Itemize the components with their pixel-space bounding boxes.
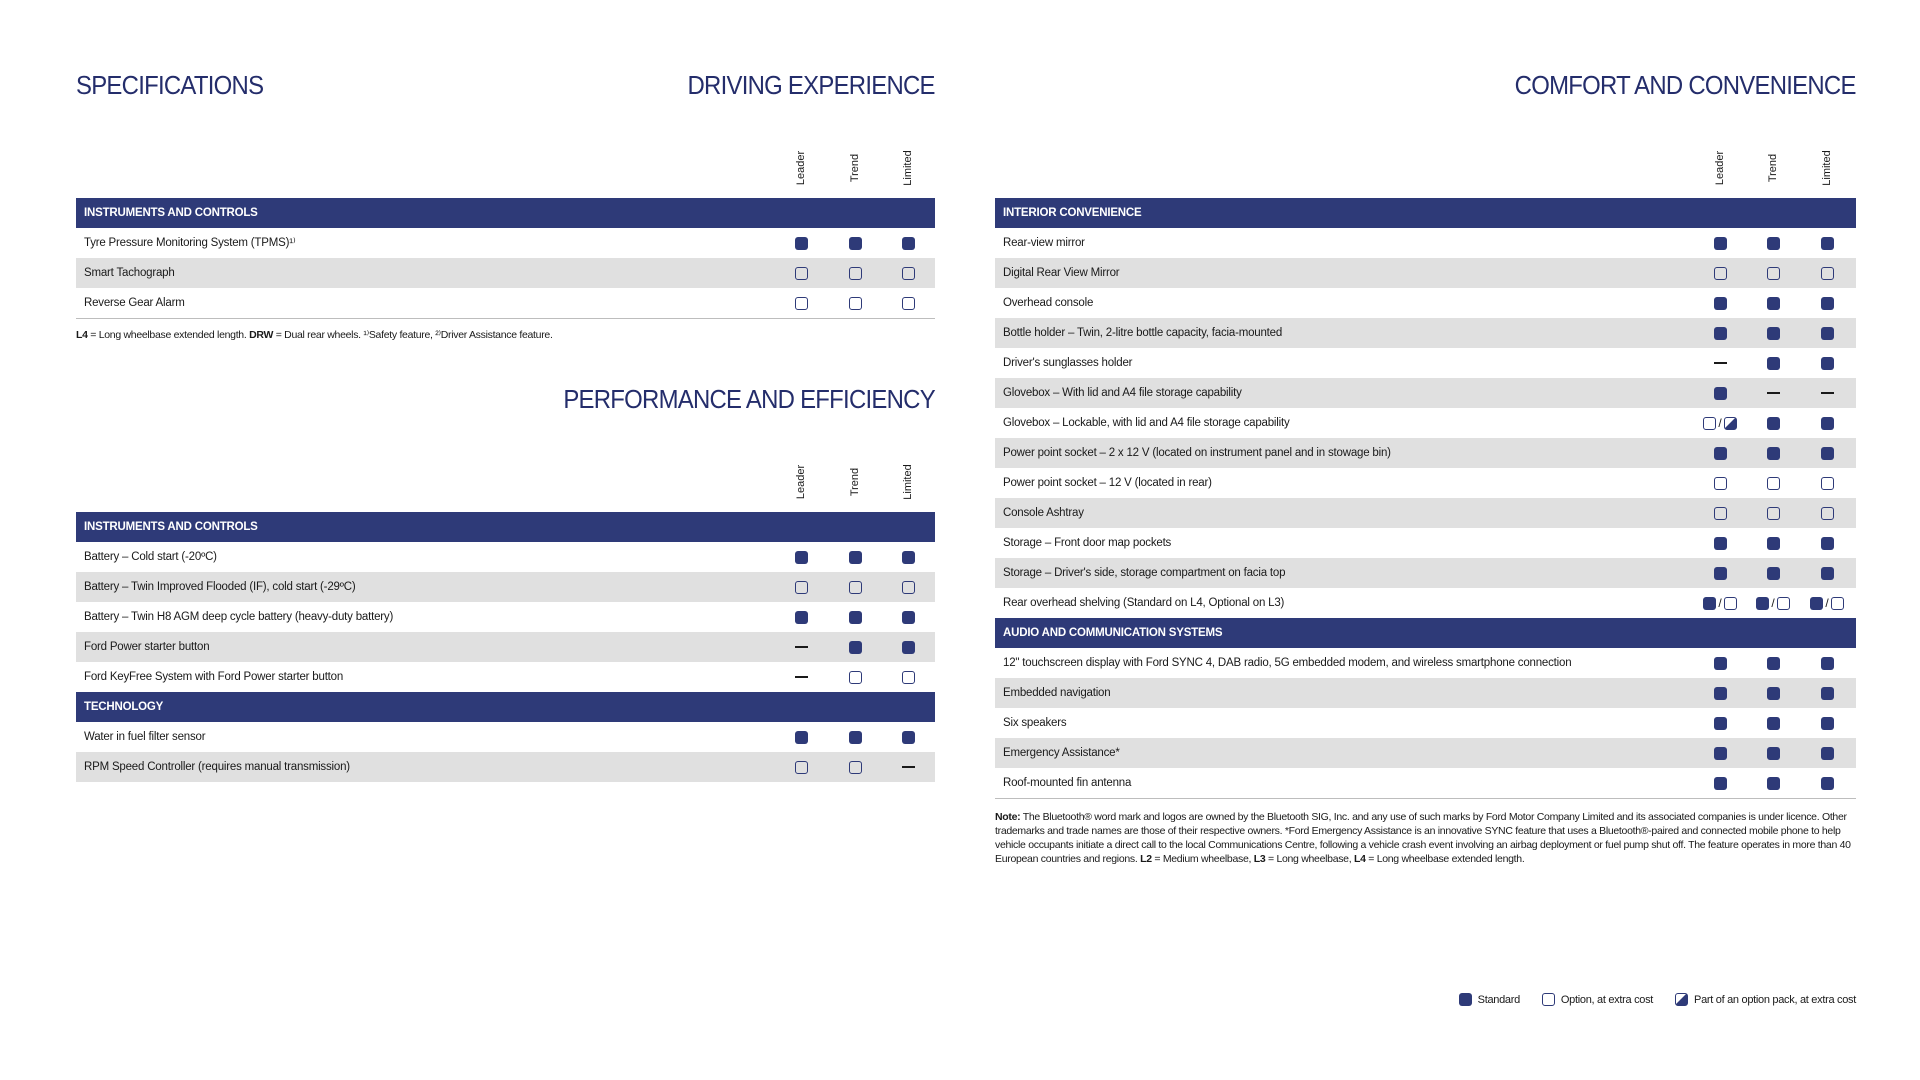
cell-trend — [830, 542, 880, 572]
cell-limited — [1802, 498, 1852, 528]
standard-icon — [1767, 417, 1780, 430]
column-header-label: Trend — [1767, 153, 1779, 183]
legend-standard — [1459, 993, 1520, 1006]
cell-leader — [776, 258, 826, 288]
standard-icon — [795, 731, 808, 744]
cell-leader — [1695, 588, 1745, 618]
footnote-l4-text: = Long wheelbase extended length. — [87, 329, 250, 341]
option-pack-icon — [1724, 417, 1737, 430]
note-l4: L4 — [1353, 853, 1366, 865]
row-label: Storage – Driver's side, storage compartment on facia top — [1003, 567, 1286, 579]
row-label: Roof-mounted fin antenna — [1003, 777, 1132, 789]
cell-limited — [1802, 558, 1852, 588]
column-header-label: Limited — [902, 464, 914, 500]
cell-leader — [776, 572, 826, 602]
note-l3-text: = Long wheelbase, — [1265, 853, 1354, 865]
standard-icon — [1714, 657, 1727, 670]
row-label: Glovebox – Lockable, with lid and A4 file storage capability — [1003, 417, 1290, 429]
standard-icon — [902, 731, 915, 744]
row-label: RPM Speed Controller (requires manual transmission) — [84, 761, 350, 773]
row-label: Emergency Assistance* — [1003, 747, 1120, 759]
option-icon — [1714, 477, 1727, 490]
cell-limited — [1802, 468, 1852, 498]
cell-limited — [883, 572, 933, 602]
section-header-audio-communication: AUDIO AND COMMUNICATION SYSTEMS — [995, 618, 1856, 648]
option-icon — [1831, 597, 1844, 610]
standard-icon — [1821, 447, 1834, 460]
option-icon — [849, 297, 862, 310]
cell-trend — [830, 632, 880, 662]
note-l2-text: = Medium wheelbase, — [1151, 853, 1254, 865]
standard-icon — [795, 611, 808, 624]
table-row — [995, 438, 1856, 468]
standard-icon — [902, 641, 915, 654]
row-label: Storage – Front door map pockets — [1003, 537, 1172, 549]
column-header-leader — [791, 138, 811, 198]
option-icon — [1714, 507, 1727, 520]
technology-rows — [76, 722, 935, 782]
standard-icon — [1767, 357, 1780, 370]
table-row — [76, 602, 935, 632]
standard-icon — [1714, 777, 1727, 790]
cell-leader — [1695, 468, 1745, 498]
standard-icon — [902, 611, 915, 624]
standard-icon — [1756, 597, 1769, 610]
section-header-instruments-controls: INSTRUMENTS AND CONTROLS — [76, 198, 935, 228]
cell-limited — [1802, 648, 1852, 678]
standard-icon — [1767, 777, 1780, 790]
standard-icon — [1703, 597, 1716, 610]
table-row — [995, 258, 1856, 288]
combo-availability-icon — [1703, 588, 1736, 618]
row-label: Ford Power starter button — [84, 641, 210, 653]
cell-leader — [1695, 678, 1745, 708]
cell-limited — [1802, 438, 1852, 468]
legend-pack-label: Part of an option pack, at extra cost — [1694, 993, 1856, 1006]
cell-leader — [776, 752, 826, 782]
section-title-performance-efficiency: PERFORMANCE AND EFFICIENCY — [563, 384, 935, 414]
column-header-label: Limited — [1821, 150, 1833, 186]
cell-leader — [1695, 378, 1745, 408]
legend-pack — [1675, 993, 1856, 1006]
option-pack-icon — [1675, 993, 1688, 1006]
column-header-limited — [898, 452, 918, 512]
option-icon — [1714, 267, 1727, 280]
slash-separator: / — [1718, 416, 1722, 430]
standard-icon — [1714, 687, 1727, 700]
table-row — [995, 228, 1856, 258]
slash-separator: / — [1771, 596, 1775, 610]
cell-leader — [1695, 498, 1745, 528]
table-row — [995, 648, 1856, 678]
row-label: Embedded navigation — [1003, 687, 1111, 699]
cell-leader — [1695, 408, 1745, 438]
note-text: The Bluetooth® word mark and logos are owned by the Bluetooth SIG, Inc. and any use of such marks by Ford Motor Company Limited and its associated companies is under licence. Other trademarks and trade names are those of their respective owners. *Ford Emergency Assistance is an innovative SYNC feature that uses a Bluetooth®-paired and connected mobile phone to help vehicle occupants initiate a direct call to the local Communications Centre, following a vehicle crash event involving an airbag deployment or fuel pump shut off. The feature operates in more than 40 European countries and regions. — [995, 811, 1851, 865]
cell-trend — [1748, 528, 1798, 558]
row-label: Digital Rear View Mirror — [1003, 267, 1120, 279]
column-header-label: Limited — [902, 150, 914, 186]
option-icon — [902, 581, 915, 594]
section-header-instruments-controls-2: INSTRUMENTS AND CONTROLS — [76, 512, 935, 542]
standard-icon — [1767, 717, 1780, 730]
row-label: Reverse Gear Alarm — [84, 297, 185, 309]
cell-leader — [1695, 528, 1745, 558]
not-available-icon — [795, 646, 808, 648]
section-header-technology: TECHNOLOGY — [76, 692, 935, 722]
column-headers — [76, 452, 935, 512]
cell-trend — [1748, 408, 1798, 438]
row-label: Overhead console — [1003, 297, 1094, 309]
cell-trend — [1748, 258, 1798, 288]
cell-trend — [1748, 498, 1798, 528]
comfort-convenience-table — [995, 138, 1856, 799]
standard-icon — [795, 237, 808, 250]
column-header-label: Leader — [795, 464, 807, 500]
driving-rows — [76, 228, 935, 319]
table-row — [995, 588, 1856, 618]
table-row — [995, 468, 1856, 498]
driving-experience-table — [76, 138, 935, 319]
row-label: Power point socket – 12 V (located in rear) — [1003, 477, 1212, 489]
not-available-icon — [1767, 392, 1780, 394]
cell-trend — [830, 572, 880, 602]
option-icon — [902, 297, 915, 310]
table-row — [76, 662, 935, 692]
combo-availability-icon — [1810, 588, 1843, 618]
cell-leader — [1695, 288, 1745, 318]
row-label: 12" touchscreen display with Ford SYNC 4, DAB radio, 5G embedded modem, and wireless smartphone connection — [1003, 657, 1572, 669]
option-icon — [1724, 597, 1737, 610]
performance-efficiency-table — [76, 452, 935, 782]
option-icon — [849, 267, 862, 280]
note-l2: L2 — [1140, 853, 1152, 865]
cell-trend — [1748, 738, 1798, 768]
section-title-comfort-convenience: COMFORT AND CONVENIENCE — [1514, 70, 1856, 100]
cell-trend — [1748, 438, 1798, 468]
standard-icon — [902, 237, 915, 250]
standard-icon — [1767, 447, 1780, 460]
standard-icon — [1767, 537, 1780, 550]
row-label: Battery – Twin H8 AGM deep cycle battery (heavy-duty battery) — [84, 611, 394, 623]
standard-icon — [1767, 657, 1780, 670]
table-row — [995, 678, 1856, 708]
standard-icon — [1821, 357, 1834, 370]
option-icon — [1821, 507, 1834, 520]
cell-leader — [776, 228, 826, 258]
standard-icon — [1821, 657, 1834, 670]
cell-trend — [1748, 648, 1798, 678]
cell-leader — [776, 602, 826, 632]
cell-limited — [1802, 528, 1852, 558]
option-icon — [795, 761, 808, 774]
standard-icon — [1821, 327, 1834, 340]
table-row — [76, 722, 935, 752]
note-label: Note: — [995, 811, 1021, 823]
column-header-limited — [1817, 138, 1837, 198]
standard-icon — [849, 641, 862, 654]
standard-icon — [1767, 567, 1780, 580]
option-icon — [1821, 267, 1834, 280]
row-label: Power point socket – 2 x 12 V (located on instrument panel and in stowage bin) — [1003, 447, 1391, 459]
cell-leader — [1695, 258, 1745, 288]
cell-limited — [883, 752, 933, 782]
cell-leader — [1695, 708, 1745, 738]
column-header-trend — [845, 452, 865, 512]
row-label: Rear-view mirror — [1003, 237, 1085, 249]
standard-icon — [1767, 747, 1780, 760]
cell-trend — [1748, 228, 1798, 258]
standard-icon — [1821, 747, 1834, 760]
row-label: Glovebox – With lid and A4 file storage capability — [1003, 387, 1242, 399]
cell-limited — [883, 258, 933, 288]
cell-limited — [1802, 378, 1852, 408]
row-label: Smart Tachograph — [84, 267, 175, 279]
cell-limited — [883, 662, 933, 692]
table-row — [76, 228, 935, 258]
cell-limited — [1802, 318, 1852, 348]
cell-trend — [1748, 378, 1798, 408]
cell-trend — [830, 288, 880, 318]
standard-icon — [1714, 297, 1727, 310]
slash-separator: / — [1825, 596, 1829, 610]
column-header-trend — [1763, 138, 1783, 198]
cell-limited — [1802, 588, 1852, 618]
cell-leader — [776, 722, 826, 752]
cell-limited — [1802, 738, 1852, 768]
column-header-leader — [1710, 138, 1730, 198]
cell-limited — [883, 542, 933, 572]
standard-icon — [1821, 417, 1834, 430]
row-label: Rear overhead shelving (Standard on L4, Optional on L3) — [1003, 597, 1285, 609]
standard-icon — [1810, 597, 1823, 610]
table-row — [995, 348, 1856, 378]
table-row — [995, 738, 1856, 768]
option-icon — [1703, 417, 1716, 430]
cell-leader — [776, 632, 826, 662]
section-header-interior-convenience: INTERIOR CONVENIENCE — [995, 198, 1856, 228]
table-row — [995, 768, 1856, 798]
cell-leader — [1695, 228, 1745, 258]
cell-limited — [1802, 768, 1852, 798]
table-row — [995, 288, 1856, 318]
standard-icon — [849, 731, 862, 744]
column-header-label: Trend — [849, 467, 861, 497]
cell-limited — [1802, 288, 1852, 318]
standard-icon — [1767, 687, 1780, 700]
cell-leader — [1695, 768, 1745, 798]
standard-icon — [1821, 237, 1834, 250]
standard-icon — [1821, 777, 1834, 790]
cell-leader — [1695, 738, 1745, 768]
option-icon — [1542, 993, 1555, 1006]
footnote-drw-abbr: DRW — [249, 329, 274, 341]
cell-trend — [1748, 348, 1798, 378]
row-label: Driver's sunglasses holder — [1003, 357, 1133, 369]
option-icon — [849, 581, 862, 594]
column-header-leader — [791, 452, 811, 512]
option-icon — [1767, 267, 1780, 280]
row-label: Tyre Pressure Monitoring System (TPMS)¹⁾ — [84, 237, 296, 249]
table-row — [995, 528, 1856, 558]
standard-icon — [849, 611, 862, 624]
row-label: Water in fuel filter sensor — [84, 731, 206, 743]
cell-trend — [830, 752, 880, 782]
note-l4-text: = Long wheelbase extended length. — [1365, 853, 1525, 865]
option-icon — [902, 267, 915, 280]
combo-availability-icon — [1756, 588, 1789, 618]
standard-icon — [1714, 447, 1727, 460]
cell-limited — [1802, 228, 1852, 258]
table-row — [76, 572, 935, 602]
cell-trend — [830, 258, 880, 288]
standard-icon — [1821, 687, 1834, 700]
table-row — [76, 752, 935, 782]
standard-icon — [902, 551, 915, 564]
table-row — [76, 258, 935, 288]
cell-trend — [1748, 588, 1798, 618]
option-icon — [795, 297, 808, 310]
row-label: Bottle holder – Twin, 2-litre bottle capacity, facia-mounted — [1003, 327, 1283, 339]
row-label: Console Ashtray — [1003, 507, 1084, 519]
cell-trend — [1748, 768, 1798, 798]
cell-trend — [830, 602, 880, 632]
section-title-driving-experience: DRIVING EXPERIENCE — [687, 70, 935, 100]
option-icon — [795, 581, 808, 594]
option-icon — [849, 761, 862, 774]
standard-icon — [1714, 717, 1727, 730]
column-header-label: Trend — [849, 153, 861, 183]
cell-trend — [1748, 708, 1798, 738]
footnote-drw-text: = Dual rear wheels. ¹⁾Safety feature, ²⁾Driver Assistance feature. — [273, 329, 553, 341]
note-l3: L3 — [1253, 853, 1266, 865]
standard-icon — [1821, 567, 1834, 580]
legend-option-label: Option, at extra cost — [1560, 993, 1654, 1006]
standard-icon — [1821, 717, 1834, 730]
column-headers — [995, 138, 1856, 198]
cell-trend — [830, 228, 880, 258]
cell-trend — [1748, 558, 1798, 588]
standard-icon — [1714, 567, 1727, 580]
cell-limited — [883, 722, 933, 752]
option-icon — [795, 267, 808, 280]
page-title-specifications: SPECIFICATIONS — [76, 70, 264, 100]
not-available-icon — [1714, 362, 1727, 364]
table-row — [995, 498, 1856, 528]
table-row — [995, 708, 1856, 738]
cell-leader — [776, 542, 826, 572]
cell-limited — [1802, 678, 1852, 708]
row-label: Battery – Twin Improved Flooded (IF), cold start (-29ºC) — [84, 581, 356, 593]
driving-footnote — [76, 328, 553, 342]
cell-leader — [776, 288, 826, 318]
option-icon — [849, 671, 862, 684]
cell-leader — [1695, 438, 1745, 468]
cell-limited — [1802, 408, 1852, 438]
table-row — [76, 542, 935, 572]
table-row — [995, 318, 1856, 348]
option-icon — [1821, 477, 1834, 490]
legend-option — [1542, 993, 1653, 1006]
row-label: Ford KeyFree System with Ford Power starter button — [84, 671, 344, 683]
legend-standard-label: Standard — [1477, 993, 1520, 1006]
standard-icon — [1767, 327, 1780, 340]
cell-limited — [1802, 708, 1852, 738]
standard-icon — [1767, 297, 1780, 310]
standard-icon — [795, 551, 808, 564]
standard-icon — [1767, 237, 1780, 250]
table-row — [76, 288, 935, 318]
table-row — [995, 408, 1856, 438]
table-row — [76, 632, 935, 662]
cell-leader — [1695, 318, 1745, 348]
cell-limited — [1802, 348, 1852, 378]
column-header-trend — [845, 138, 865, 198]
combo-availability-icon — [1703, 408, 1736, 438]
cell-leader — [1695, 558, 1745, 588]
standard-icon — [1821, 297, 1834, 310]
option-icon — [1767, 507, 1780, 520]
standard-icon — [1714, 747, 1727, 760]
standard-icon — [1714, 387, 1727, 400]
column-header-label: Leader — [795, 150, 807, 186]
audio-communication-rows — [995, 648, 1856, 799]
cell-trend — [830, 662, 880, 692]
row-label: Battery – Cold start (-20ºC) — [84, 551, 217, 563]
slash-separator: / — [1718, 596, 1722, 610]
performance-rows — [76, 542, 935, 692]
cell-trend — [830, 722, 880, 752]
cell-limited — [883, 632, 933, 662]
cell-trend — [1748, 678, 1798, 708]
option-icon — [1767, 477, 1780, 490]
cell-trend — [1748, 468, 1798, 498]
row-label: Six speakers — [1003, 717, 1067, 729]
not-available-icon — [795, 676, 808, 678]
standard-icon — [1821, 537, 1834, 550]
comfort-note — [995, 810, 1856, 866]
table-row — [995, 558, 1856, 588]
standard-icon — [849, 237, 862, 250]
standard-icon — [1714, 237, 1727, 250]
column-headers — [76, 138, 935, 198]
cell-leader — [1695, 348, 1745, 378]
legend — [1459, 993, 1856, 1006]
cell-leader — [776, 662, 826, 692]
column-header-limited — [898, 138, 918, 198]
interior-convenience-rows — [995, 228, 1856, 618]
standard-icon — [1459, 993, 1472, 1006]
not-available-icon — [1821, 392, 1834, 394]
cell-limited — [883, 288, 933, 318]
cell-limited — [883, 228, 933, 258]
cell-trend — [1748, 288, 1798, 318]
column-header-label: Leader — [1714, 150, 1726, 186]
cell-trend — [1748, 318, 1798, 348]
cell-limited — [1802, 258, 1852, 288]
option-icon — [902, 671, 915, 684]
table-row — [995, 378, 1856, 408]
footnote-l4-abbr: L4 — [76, 329, 88, 341]
option-icon — [1777, 597, 1790, 610]
cell-limited — [883, 602, 933, 632]
cell-leader — [1695, 648, 1745, 678]
not-available-icon — [902, 766, 915, 768]
standard-icon — [849, 551, 862, 564]
standard-icon — [1714, 537, 1727, 550]
standard-icon — [1714, 327, 1727, 340]
